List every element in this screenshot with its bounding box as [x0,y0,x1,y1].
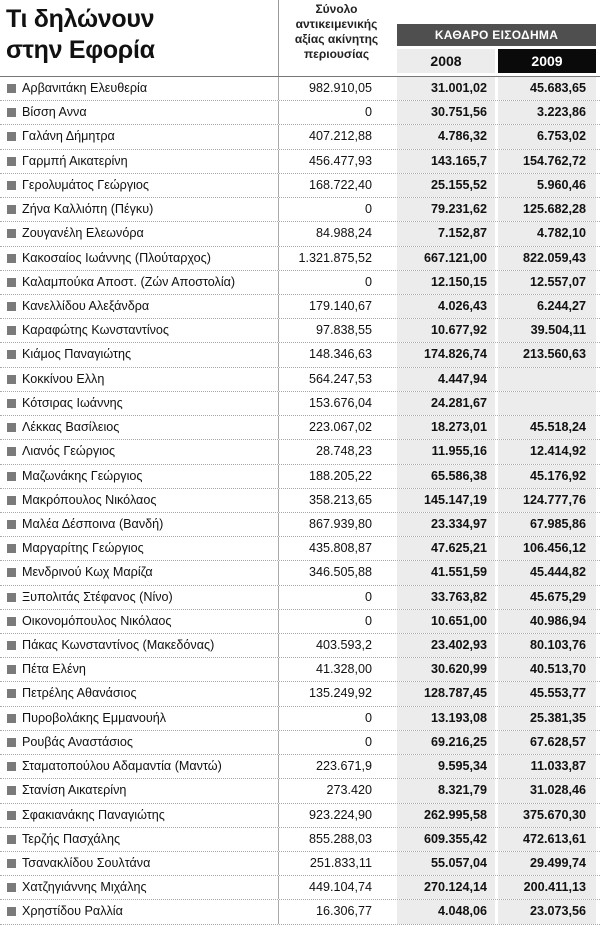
bullet-square-icon [7,689,16,698]
row-property-value: 0 [278,610,394,633]
row-property-value: 84.988,24 [278,222,394,245]
row-income-2008: 174.826,74 [397,343,495,366]
row-income-2008: 24.281,67 [397,392,495,415]
row-property-value: 564.247,53 [278,368,394,391]
row-name: Πετρέλης Αθανάσιος [22,686,137,701]
row-name: Μακρόπουλος Νικόλαος [22,492,157,507]
row-income-2009: 11.033,87 [498,755,596,778]
bullet-square-icon [7,278,16,287]
row-income-2009: 472.613,61 [498,828,596,851]
row-property-value: 435.808,87 [278,537,394,560]
row-property-value: 923.224,90 [278,804,394,827]
table-row [0,125,600,149]
row-property-value: 456.477,93 [278,150,394,173]
row-income-2008: 10.677,92 [397,319,495,342]
row-income-2009: 5.960,46 [498,174,596,197]
row-income-2009: 45.518,24 [498,416,596,439]
bullet-square-icon [7,762,16,771]
row-property-value: 346.505,88 [278,561,394,584]
table-row [0,392,600,416]
bullet-square-icon [7,714,16,723]
row-name: Σφακιανάκης Παναγιώτης [22,807,165,822]
row-income-2008: 23.402,93 [397,634,495,657]
row-name: Μενδρινού Κωχ Μαρίζα [22,565,153,580]
table-row [0,537,600,561]
row-name: Βίσση Αννα [22,105,87,120]
row-name: Κότσιρας Ιωάννης [22,395,123,410]
row-name: Σταματοπούλου Αδαμαντία (Μαντώ) [22,759,222,774]
row-name: Γαρμπή Αικατερίνη [22,153,128,168]
row-income-2008: 609.355,42 [397,828,495,851]
row-income-2009: 125.682,28 [498,198,596,221]
row-income-2008: 4.447,94 [397,368,495,391]
bullet-square-icon [7,302,16,311]
table-header [0,0,600,77]
bullet-square-icon [7,350,16,359]
row-income-2008: 31.001,02 [397,77,495,100]
row-name: Λιανός Γεώργιος [22,444,116,459]
bullet-square-icon [7,520,16,529]
row-name: Ξυπολιτάς Στέφανος (Νίνο) [22,589,173,604]
table-row [0,343,600,367]
bullet-square-icon [7,496,16,505]
bullet-square-icon [7,132,16,141]
row-name: Μαλέα Δέσποινα (Βανδή) [22,516,164,531]
row-income-2008: 9.595,34 [397,755,495,778]
row-income-2008: 25.155,52 [397,174,495,197]
table-body [0,77,600,925]
bullet-square-icon [7,472,16,481]
row-name: Τερζής Πασχάλης [22,831,121,846]
row-income-2009: 106.456,12 [498,537,596,560]
row-income-2009: 124.777,76 [498,489,596,512]
row-income-2009: 6.244,27 [498,295,596,318]
row-income-2008: 262.995,58 [397,804,495,827]
table-row [0,222,600,246]
row-property-value: 153.676,04 [278,392,394,415]
row-income-2009: 213.560,63 [498,343,596,366]
row-income-2008: 143.165,7 [397,150,495,173]
row-name: Μαργαρίτης Γεώργιος [22,541,144,556]
row-name: Καλαμπούκα Αποστ. (Ζών Αποστολία) [22,274,236,289]
row-income-2009: 45.444,82 [498,561,596,584]
row-property-value: 273.420 [278,779,394,802]
row-property-value: 41.328,00 [278,658,394,681]
year-2009-header: 2009 [498,49,596,73]
bullet-square-icon [7,399,16,408]
row-income-2008: 667.121,00 [397,247,495,270]
row-income-2009: 39.504,11 [498,319,596,342]
row-income-2008: 8.321,79 [397,779,495,802]
row-property-value: 97.838,55 [278,319,394,342]
table-row [0,779,600,803]
row-name: Χρηστίδου Ραλλία [22,904,123,919]
table-row [0,804,600,828]
bullet-square-icon [7,859,16,868]
net-income-header: ΚΑΘΑΡΟ ΕΙΣΟΔΗΜΑ [397,24,596,46]
row-income-2008: 79.231,62 [397,198,495,221]
table-row [0,440,600,464]
row-property-value: 403.593,2 [278,634,394,657]
row-property-value: 0 [278,731,394,754]
row-income-2009: 12.557,07 [498,271,596,294]
row-income-2009: 29.499,74 [498,852,596,875]
row-property-value: 1.321.875,52 [278,247,394,270]
row-name: Χατζηγιάννης Μιχάλης [22,880,147,895]
bullet-square-icon [7,568,16,577]
row-property-value: 223.067,02 [278,416,394,439]
bullet-square-icon [7,326,16,335]
table-row [0,198,600,222]
row-income-2009: 12.414,92 [498,440,596,463]
table-row [0,634,600,658]
table-row [0,707,600,731]
row-income-2008: 12.150,15 [397,271,495,294]
row-name: Πυροβολάκης Εμμανουήλ [22,710,167,725]
row-income-2008: 30.620,99 [397,658,495,681]
row-income-2008: 128.787,45 [397,682,495,705]
table-row [0,271,600,295]
table-row [0,828,600,852]
bullet-square-icon [7,738,16,747]
bullet-square-icon [7,423,16,432]
row-income-2009: 40.513,70 [498,658,596,681]
row-income-2009: 822.059,43 [498,247,596,270]
bullet-square-icon [7,883,16,892]
bullet-square-icon [7,447,16,456]
row-income-2008: 23.334,97 [397,513,495,536]
title-line-1: Τι δηλώνουν [6,5,155,33]
bullet-square-icon [7,108,16,117]
property-header-line-2: αντικειμενικής [295,17,378,31]
table-row [0,513,600,537]
row-property-value: 982.910,05 [278,77,394,100]
bullet-square-icon [7,181,16,190]
bullet-square-icon [7,665,16,674]
row-name: Ζήνα Καλλιόπη (Πέγκυ) [22,202,154,217]
row-income-2008: 33.763,82 [397,586,495,609]
table-row [0,368,600,392]
row-name: Μαζωνάκης Γεώργιος [22,468,143,483]
row-income-2009: 80.103,76 [498,634,596,657]
bullet-square-icon [7,835,16,844]
bullet-square-icon [7,205,16,214]
table-row [0,561,600,585]
bullet-square-icon [7,229,16,238]
row-income-2008: 30.751,56 [397,101,495,124]
row-name: Οικονομόπουλος Νικόλαος [22,613,172,628]
row-name: Αρβανιτάκη Ελευθερία [22,81,148,95]
row-income-2009: 4.782,10 [498,222,596,245]
property-header-line-4: περιουσίας [303,47,370,61]
row-income-2009: 31.028,46 [498,779,596,802]
row-income-2009: 200.411,13 [498,876,596,899]
table-row [0,876,600,900]
table-row [0,489,600,513]
row-income-2008: 55.057,04 [397,852,495,875]
bullet-square-icon [7,375,16,384]
bullet-square-icon [7,254,16,263]
row-income-2008: 13.193,08 [397,707,495,730]
row-property-value: 223.671,9 [278,755,394,778]
table-row [0,852,600,876]
row-name: Κανελλίδου Αλεξάνδρα [22,298,150,313]
page-title [6,4,155,66]
row-income-2009: 6.753,02 [498,125,596,148]
table-row [0,150,600,174]
table-row [0,174,600,198]
row-property-value: 0 [278,198,394,221]
row-name: Ζουγανέλη Ελεωνόρα [22,226,144,241]
row-income-2009: 23.073,56 [498,900,596,923]
row-property-value: 188.205,22 [278,465,394,488]
row-income-2009 [498,368,596,391]
row-property-value: 867.939,80 [278,513,394,536]
row-property-value: 179.140,67 [278,295,394,318]
row-income-2008: 41.551,59 [397,561,495,584]
row-income-2008: 7.152,87 [397,222,495,245]
table-row [0,416,600,440]
table-row [0,586,600,610]
row-property-value: 28.748,23 [278,440,394,463]
row-property-value: 0 [278,101,394,124]
bullet-square-icon [7,617,16,626]
row-income-2009: 154.762,72 [498,150,596,173]
row-property-value: 0 [278,586,394,609]
bullet-square-icon [7,157,16,166]
row-property-value: 251.833,11 [278,852,394,875]
table-row [0,731,600,755]
row-income-2008: 145.147,19 [397,489,495,512]
row-name: Γερολυμάτος Γεώργιος [22,177,149,192]
row-name: Πάκας Κωνσταντίνος (Μακεδόνας) [22,638,215,653]
bullet-square-icon [7,907,16,916]
row-name: Ρουβάς Αναστάσιος [22,734,133,749]
row-income-2008: 4.048,06 [397,900,495,923]
row-property-value: 0 [278,271,394,294]
property-header-line-1: Σύνολο [315,2,358,16]
row-property-value: 16.306,77 [278,900,394,923]
row-income-2009: 45.553,77 [498,682,596,705]
title-line-2: στην Εφορία [6,36,155,64]
table-row [0,755,600,779]
row-name: Γαλάνη Δήμητρα [22,129,115,144]
row-name: Κοκκίνου Ελλη [22,371,105,386]
row-income-2008: 10.651,00 [397,610,495,633]
table-row [0,247,600,271]
table-row [0,295,600,319]
row-income-2009: 375.670,30 [498,804,596,827]
row-property-value: 855.288,03 [278,828,394,851]
row-income-2008: 47.625,21 [397,537,495,560]
property-column-header [278,0,394,76]
row-income-2009 [498,392,596,415]
row-income-2008: 65.586,38 [397,465,495,488]
row-property-value: 449.104,74 [278,876,394,899]
row-name: Πέτα Ελένη [22,662,86,677]
row-name: Καραφώτης Κωνσταντίνος [22,323,170,338]
table-row [0,900,600,924]
row-name: Κιάμος Παναγιώτης [22,347,132,362]
row-income-2008: 11.955,16 [397,440,495,463]
bullet-square-icon [7,544,16,553]
year-2008-header: 2008 [397,49,495,73]
table-row [0,682,600,706]
table-row [0,658,600,682]
row-income-2008: 4.026,43 [397,295,495,318]
row-income-2009: 45.176,92 [498,465,596,488]
row-property-value: 168.722,40 [278,174,394,197]
bullet-square-icon [7,84,16,93]
table-row [0,77,600,101]
row-property-value: 135.249,92 [278,682,394,705]
bullet-square-icon [7,811,16,820]
table-row [0,319,600,343]
row-income-2009: 67.628,57 [498,731,596,754]
row-income-2009: 3.223,86 [498,101,596,124]
row-name: Κακοσαίος Ιωάννης (Πλούταρχος) [22,250,211,265]
table-row [0,101,600,125]
row-property-value: 148.346,63 [278,343,394,366]
row-income-2008: 18.273,01 [397,416,495,439]
row-income-2009: 25.381,35 [498,707,596,730]
row-income-2008: 4.786,32 [397,125,495,148]
row-income-2009: 45.683,65 [498,77,596,100]
row-name: Τσανακλίδου Σουλτάνα [22,856,151,870]
row-income-2009: 67.985,86 [498,513,596,536]
row-name: Στανίση Αικατερίνη [22,783,127,798]
row-income-2008: 69.216,25 [397,731,495,754]
row-property-value: 358.213,65 [278,489,394,512]
bullet-square-icon [7,641,16,650]
row-property-value: 407.212,88 [278,125,394,148]
row-property-value: 0 [278,707,394,730]
bullet-square-icon [7,593,16,602]
table-row [0,465,600,489]
row-income-2009: 45.675,29 [498,586,596,609]
row-income-2009: 40.986,94 [498,610,596,633]
bullet-square-icon [7,786,16,795]
property-header-line-3: αξίας ακίνητης [294,32,379,46]
table-row [0,610,600,634]
row-income-2008: 270.124,14 [397,876,495,899]
row-name: Λέκκας Βασίλειος [22,420,120,435]
